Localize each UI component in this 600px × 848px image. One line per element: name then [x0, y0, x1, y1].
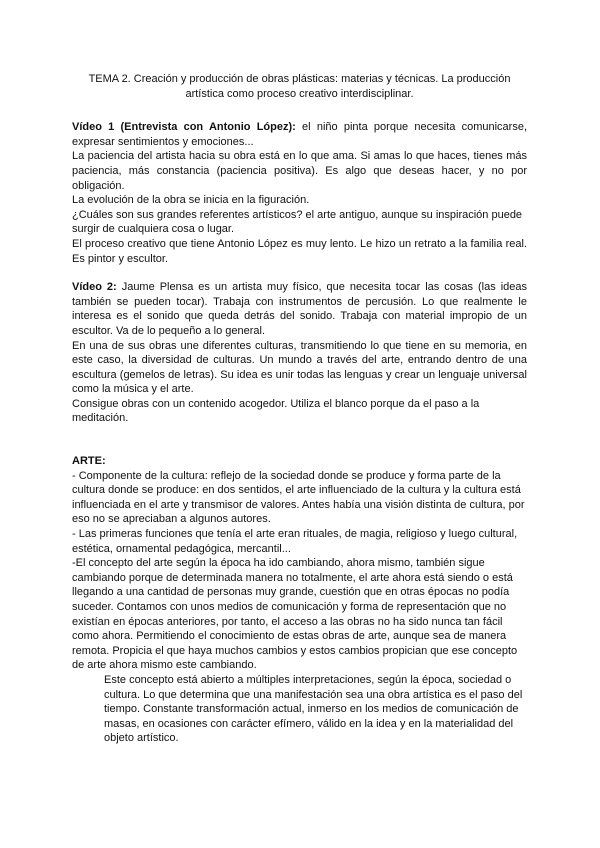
page-title: TEMA 2. Creación y producción de obras plásticas: materias y técnicas. La producción artística como proceso creativo interdisciplinar.	[88, 73, 511, 100]
video1-lead: el niño pinta porque necesita comunicarse, expresar sentimientos y emociones...	[72, 121, 528, 148]
spacer	[72, 266, 527, 280]
video2-intro	[72, 280, 527, 338]
video2-paragraph-1: En una de sus obras une diferentes culturas, transmitiendo lo que tiene en su memoria, en este caso, la diversidad de culturas. Un mundo a través del arte, entrando dentro de una escultura (gemelos de letras). Su idea es unir todas las lenguas y crear un lenguaje universal como la música y el arte.	[72, 339, 527, 396]
video1-paragraph-1: La paciencia del artista hacia su obra está en lo que ama. Si amas lo que haces, tienes más paciencia, más constancia (paciencia positiva). Es algo que deseas hacer, y no por obligación.	[72, 150, 527, 192]
arte-indented-paragraph: Este concepto está abierto a múltiples interpretaciones, según la época, sociedad o cultura. Lo que determina que una manifestación sea una obra artística es el paso del tiempo. Constante transformación actual, inmerso en los medios de comunicación de masas, en ocasiones con carácter efímero, válido en la idea y en la materialidad del objeto artístico.	[104, 673, 523, 745]
arte-bullet-3: -El concepto del arte según la época ha ido cambiando, ahora mismo, también sigue cambiando porque de determinada manera no totalmente, el arte ahora está siendo o está llegando a una cantidad de personas muy grande, cuestión que en otras épocas no podía suceder. Contamos con unos medios de comunicación y forma de representación que no existían en épocas anteriores, por tanto, el acceso a las obras no ha sido nunca tan fácil como ahora. Permitiendo el conocimiento de estas obras de arte, aunque sea de manera remota. Propicia el que haya muchos cambios y estos cambios propician que ese concepto de arte ahora mismo este cambiando.	[72, 557, 518, 672]
spacer	[72, 426, 527, 454]
video2-paragraph-2: Consigue obras con un contenido acogedor. Utiliza el blanco porque da el paso a la meditación.	[72, 397, 480, 425]
video1-heading: Vídeo 1 (Entrevista con Antonio López):	[72, 121, 296, 134]
video1-paragraph-2: La evolución de la obra se inicia en la figuración.	[72, 194, 310, 207]
arte-heading-text: ARTE:	[72, 455, 106, 468]
arte-heading	[72, 454, 527, 469]
video2-heading: Vídeo 2:	[72, 281, 117, 294]
arte-bullet-2: - Las primeras funciones que tenía el arte eran rituales, de magia, religioso y luego cultural, estética, ornamental pedagógica, mercantil...	[72, 528, 518, 555]
arte-bullet-1: - Componente de la cultura: reflejo de la sociedad donde se produce y forma parte de la cultura donde se produce: en dos sentidos, el arte influenciado de la cultura y la cultura está influenciada en el arte y transmisor de valores. Antes había una visión distinta de cultura, por eso no se apreciaban a algunos autores.	[72, 469, 525, 526]
video2-lead: Jaume Plensa es un artista muy físico, que necesita tocar las cosas (las ideas también se pueden tocar). Trabaja con instrumentos de percusión. Lo que realmente le interesa es el sonido que queda detrás del sonido. Trabaja con material impropio de un escultor. Va de lo pequeño a lo general.	[72, 281, 527, 337]
video1-paragraph-3: ¿Cuáles son sus grandes referentes artísticos? el arte antiguo, aunque su inspiración puede surgir de cualquiera cosa o lugar.	[72, 208, 523, 236]
video1-paragraph-4: El proceso creativo que tiene Antonio López es muy lento. Le hizo un retrato a la familia real. Es pintor y escultor.	[72, 237, 527, 265]
video1-intro	[72, 120, 527, 149]
